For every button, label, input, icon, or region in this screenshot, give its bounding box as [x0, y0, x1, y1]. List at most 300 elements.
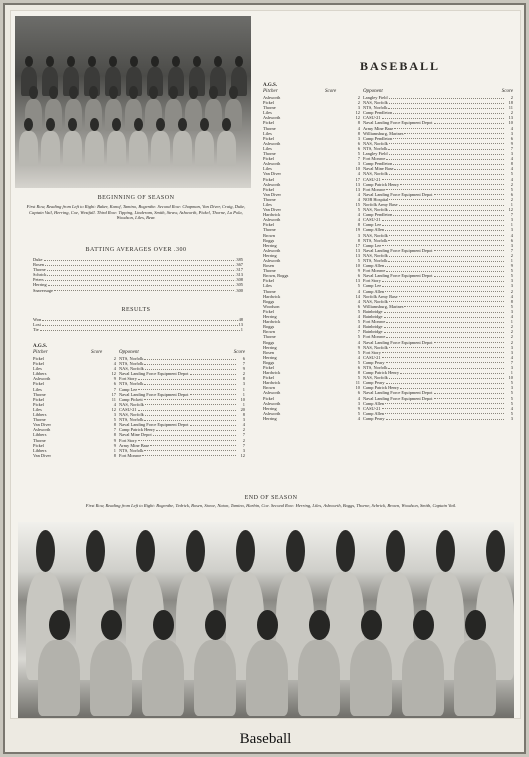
row-label: Snaversage	[33, 287, 53, 293]
opponent-score: 2	[510, 288, 513, 294]
dot-leader	[386, 360, 504, 364]
pitcher-name: Thorne	[263, 125, 276, 131]
opponent-score: 3	[510, 278, 513, 284]
player-head	[229, 86, 238, 99]
ags-score: 13	[355, 247, 360, 253]
dot-leader	[388, 146, 504, 150]
row-label: Peters	[33, 277, 44, 283]
dot-leader	[382, 278, 504, 282]
page-title: BASEBALL	[359, 59, 441, 73]
dot-leader	[44, 257, 235, 261]
player-head	[129, 86, 138, 99]
player-head	[136, 530, 155, 572]
opponent-name: Fort Monroe	[363, 319, 386, 325]
left-games-table	[33, 344, 245, 458]
opponent-name: Naval Landing Force Equipment Depot	[363, 395, 433, 401]
pitcher-name: Liles	[263, 145, 272, 151]
left-games-rows	[33, 356, 245, 458]
player-head	[130, 56, 138, 67]
pitcher-name: Boggs	[263, 339, 275, 345]
right-col-score2: Score	[501, 89, 513, 94]
opponent-name: Camp Peary	[363, 415, 385, 421]
dot-leader	[156, 427, 236, 431]
dot-leader	[382, 177, 504, 181]
dot-leader	[434, 390, 505, 394]
ags-score: 2	[113, 356, 116, 361]
opponent-name: Naval Landing Force Equipment Depot	[363, 339, 433, 345]
right-col-score: Score	[325, 89, 337, 94]
opponent-name: Fort Monroe	[363, 268, 386, 274]
player-head	[149, 86, 158, 99]
ags-score: 3	[113, 412, 116, 418]
pitcher-name: Liles	[263, 110, 272, 116]
opponent-score: 4	[510, 293, 513, 299]
opponent-name: Naval Landing Force Equipment Depot	[363, 120, 433, 126]
dot-leader	[142, 453, 236, 457]
pitcher-name: Thorne	[263, 334, 276, 340]
row-label: Duke	[33, 257, 43, 262]
opponent-name: Fort Story	[119, 376, 137, 382]
pitcher-name: Bosen	[263, 349, 274, 355]
pitcher-name: Ashworth	[263, 140, 281, 146]
row-value: 13	[238, 322, 243, 328]
opponent-name: NTS, Norfolk	[363, 258, 388, 263]
ags-score: 3	[357, 232, 360, 238]
dot-leader	[382, 350, 504, 354]
opponent-name: NTS, Norfolk	[119, 447, 144, 453]
pitcher-name: Ashworth	[263, 115, 281, 121]
player-head	[151, 56, 159, 67]
opponent-score: 5	[510, 390, 513, 396]
opponent-score: 5	[510, 395, 513, 401]
dot-leader	[388, 238, 504, 242]
player-figure	[217, 131, 236, 166]
opponent-score: 8	[510, 161, 513, 167]
opponent-name: Williamsburg, Marines	[363, 130, 404, 136]
player-figure	[454, 640, 496, 716]
opponent-score: 2	[510, 110, 513, 116]
dot-leader	[190, 392, 237, 396]
opponent-score: 2	[510, 329, 513, 335]
player-head	[235, 56, 243, 67]
opponent-score: 3	[510, 308, 513, 314]
dot-leader	[47, 272, 234, 276]
row-label: Herring	[33, 282, 47, 288]
opponent-score: 2	[242, 371, 245, 377]
ags-score: 5	[357, 258, 360, 263]
pitcher-name: Liles	[33, 406, 42, 412]
opponent-score: 11	[508, 105, 513, 111]
dot-leader	[384, 314, 504, 318]
player-figure	[402, 640, 444, 716]
opponent-name: Camp Pendleton	[363, 212, 393, 218]
player-head	[49, 610, 70, 640]
opponent-score: 3	[510, 227, 513, 233]
dot-leader	[382, 217, 504, 221]
dot-leader	[389, 375, 504, 379]
ags-score: 8	[357, 130, 360, 136]
opponent-name: NAS, Norfolk	[363, 375, 388, 381]
opponent-name: Fort Story	[119, 437, 137, 443]
row-value: 48	[238, 317, 243, 322]
pitcher-name: Bosen	[263, 263, 274, 269]
player-head	[205, 610, 226, 640]
ags-score: 6	[357, 364, 360, 370]
row-value: .300	[235, 287, 243, 293]
opponent-score: 5	[510, 410, 513, 416]
opponent-score: 10	[508, 375, 513, 381]
opponent-score: 7	[242, 442, 245, 448]
ags-score: 11	[111, 396, 116, 402]
pitcher-name: Brown, Boggs	[263, 273, 289, 279]
opponent-name: Bainbridge	[363, 308, 383, 314]
opponent-name: NAS, Norfolk	[119, 366, 144, 372]
pitcher-name: Libbers	[33, 412, 47, 418]
opponent-name: Camp Allen	[363, 410, 385, 416]
left-col-score: Score	[91, 350, 103, 355]
player-head	[156, 118, 166, 131]
player-figure	[129, 131, 148, 166]
opponent-name: Bainbridge	[363, 324, 383, 330]
opponent-name: Camp Allen	[363, 263, 385, 269]
opponent-name: Langley Field	[363, 95, 388, 100]
pitcher-name: Brown	[263, 385, 275, 391]
opponent-score: 18	[508, 100, 513, 106]
opponent-name: Camp Allen	[363, 227, 385, 233]
dot-leader	[393, 161, 504, 165]
ags-score: 5	[357, 308, 360, 314]
ags-score: 1	[113, 447, 116, 453]
ags-score: 4	[357, 196, 360, 202]
opponent-score: 5	[510, 268, 513, 274]
opponent-name: Norfolk Army Base	[363, 201, 398, 207]
batting-table	[33, 257, 243, 293]
player-head	[386, 530, 405, 572]
pitcher-name: Thorne	[263, 196, 276, 202]
ags-score: 10	[355, 263, 360, 269]
pitcher-name: Thorne	[263, 227, 276, 233]
dot-leader	[145, 412, 236, 416]
ags-score: 4	[357, 212, 360, 218]
pitcher-name: Ashworth	[33, 376, 51, 382]
list-row	[33, 327, 243, 332]
ags-score: 3	[357, 105, 360, 111]
pitcher-name: Pickel	[263, 375, 274, 381]
ags-score: 5	[357, 359, 360, 365]
dot-leader	[389, 345, 504, 349]
results-table	[33, 317, 243, 332]
dot-leader	[386, 416, 504, 420]
opponent-name: NTS, Norfolk	[119, 356, 144, 361]
ags-score: 8	[357, 222, 360, 228]
pitcher-name: Pickel	[263, 308, 274, 314]
opponent-name: NTS, Norfolk	[363, 105, 388, 111]
dot-leader	[42, 317, 237, 321]
opponent-score: 2	[510, 95, 513, 100]
ags-score: 4	[357, 395, 360, 401]
player-head	[134, 118, 144, 131]
pitcher-name: Herring	[263, 252, 277, 258]
dot-leader	[386, 319, 504, 323]
dot-leader	[138, 407, 236, 411]
opponent-name: NAS, Norfolk	[119, 401, 144, 407]
opponent-score: 3	[510, 242, 513, 248]
pitcher-name: Pickel	[263, 120, 274, 126]
opponent-name: CASU-21	[363, 115, 381, 121]
opponent-name: Army Mine Base	[119, 442, 150, 448]
pitcher-name: Thorne	[263, 151, 276, 157]
opponent-name: NTS, Norfolk	[119, 361, 144, 367]
player-figure	[350, 640, 392, 716]
dot-leader	[144, 448, 236, 452]
opponent-score: 5	[510, 171, 513, 177]
row-value: .308	[235, 277, 243, 283]
ags-score: 4	[357, 415, 360, 421]
ags-score: 4	[357, 354, 360, 360]
ags-score: 9	[113, 437, 116, 443]
opponent-name: Naval Mine Base	[363, 166, 394, 172]
opponent-score: 3	[510, 130, 513, 136]
opponent-score: 1	[510, 222, 513, 228]
player-figure	[151, 131, 170, 166]
dot-leader	[434, 120, 505, 124]
ags-score: 9	[113, 442, 116, 448]
opponent-score: 3	[510, 217, 513, 223]
dot-leader	[393, 110, 504, 114]
opponent-score: 5	[510, 273, 513, 279]
opponent-name: Army Mine Base	[363, 125, 394, 131]
dot-leader	[393, 212, 504, 216]
player-figure	[41, 131, 60, 166]
ags-score: 12	[355, 110, 360, 116]
opponent-name: Naval Landing Force Equipment Depot	[363, 191, 433, 197]
player-head	[25, 56, 33, 67]
dot-leader	[145, 402, 236, 406]
dot-leader	[389, 299, 504, 303]
dot-leader	[145, 366, 236, 370]
opponent-score: 3	[510, 385, 513, 391]
ags-score: 9	[357, 344, 360, 350]
opponent-score: 1	[242, 391, 245, 397]
opponent-score: 20	[240, 406, 245, 412]
opponent-name: Fort Story	[363, 349, 381, 355]
opponent-name: Fort Monroe	[119, 452, 142, 458]
opponent-score: 1	[510, 319, 513, 325]
pitcher-name: Ashworth	[263, 181, 281, 187]
dot-leader	[138, 387, 236, 391]
pitcher-name: Pickel	[263, 222, 274, 228]
pitcher-name: Ashworth	[263, 95, 281, 100]
ags-score: 5	[357, 375, 360, 381]
pitcher-name: Pickel	[263, 278, 274, 284]
opponent-score: 6	[510, 135, 513, 141]
opponent-score: 7	[242, 432, 245, 438]
player-head	[109, 86, 118, 99]
opponent-score: 3	[510, 415, 513, 421]
opponent-name: Camp Pendleton	[363, 110, 393, 116]
opponent-score: 6	[510, 237, 513, 243]
dot-leader	[386, 334, 504, 338]
opponent-score: 6	[242, 356, 245, 361]
opponent-score: 9	[510, 263, 513, 269]
player-head	[413, 610, 434, 640]
opponent-name: Naval Landing Force Equipment Depot	[363, 273, 433, 279]
ags-score: 6	[357, 140, 360, 146]
opponent-name: Camp Pickett	[119, 396, 143, 402]
pitcher-name: Herring	[263, 344, 277, 350]
opponent-score: 4	[510, 156, 513, 162]
opponent-score: 10	[508, 120, 513, 126]
dot-leader	[42, 322, 238, 326]
ags-score: 15	[355, 201, 360, 207]
player-head	[209, 86, 218, 99]
pitcher-name: Herring	[263, 354, 277, 360]
ags-score: 2	[357, 95, 360, 100]
ags-score: 5	[113, 417, 116, 423]
player-figure	[63, 131, 82, 166]
dot-leader	[386, 187, 504, 191]
opponent-name: NTS, Norfolk	[119, 417, 144, 423]
footer-title: Baseball	[239, 730, 292, 747]
pitcher-name: Pickel	[33, 401, 44, 407]
pitcher-name: Boggs	[263, 237, 275, 243]
opponent-score: 7	[510, 212, 513, 218]
dot-leader	[385, 411, 504, 415]
left-col-ags: A.G.S.	[33, 344, 48, 349]
pitcher-name: Thorne	[33, 417, 46, 423]
opponent-score: 4	[510, 176, 513, 182]
opponent-name: Camp Pendleton	[363, 161, 393, 167]
player-head	[336, 530, 355, 572]
ags-score: 5	[357, 410, 360, 416]
opponent-score: 2	[510, 324, 513, 330]
pitcher-name: Thorne	[33, 437, 46, 443]
opponent-score: 8	[242, 376, 245, 382]
dot-leader	[385, 401, 504, 405]
row-value: .317	[235, 267, 243, 273]
ags-score: 8	[113, 452, 116, 458]
pitcher-name: Van Diver	[263, 191, 281, 197]
player-figure	[107, 131, 126, 166]
opponent-name: CASU-21	[363, 405, 381, 411]
list-row	[33, 288, 243, 293]
dot-leader	[384, 329, 504, 333]
dot-leader	[384, 324, 504, 328]
opponent-score: 7	[510, 145, 513, 151]
left-col-opponent: Opponent	[119, 350, 139, 355]
opponent-name: NOB Hospital	[363, 196, 389, 202]
opponent-name: Camp Lee	[363, 222, 382, 228]
opponent-score: 10	[240, 396, 245, 402]
player-head	[109, 56, 117, 67]
opponent-score: 12	[508, 207, 513, 213]
pitcher-name: Herring	[263, 415, 277, 421]
dot-leader	[389, 95, 504, 99]
dot-leader	[389, 100, 504, 104]
player-figure	[38, 640, 80, 716]
opponent-name: CASU-21	[363, 217, 381, 223]
opponent-name: Fort Monroe	[363, 186, 386, 192]
dot-leader	[389, 253, 504, 257]
opponent-name: NAS, Norfolk	[363, 344, 388, 350]
end-heading: END OF SEASON	[244, 495, 298, 501]
opponent-name: Camp Patrick Henry	[363, 370, 400, 376]
player-figure	[195, 131, 214, 166]
pitcher-name: Ashworth	[263, 400, 281, 406]
opponent-score: 9	[242, 366, 245, 372]
opponent-name: Langley Field	[363, 151, 388, 157]
pitcher-name: Hardwick	[263, 293, 281, 299]
opponent-name: NAS, Norfolk	[363, 232, 388, 238]
opponent-score: 7	[510, 247, 513, 253]
opponent-name: Camp Peary	[363, 380, 385, 386]
player-head	[309, 610, 330, 640]
right-games-table	[263, 83, 513, 421]
dot-leader	[48, 282, 235, 286]
opponent-score: 13	[508, 115, 513, 121]
opponent-name: Fort Story	[363, 278, 381, 284]
row-label: Thorne	[33, 267, 46, 273]
dot-leader	[434, 340, 505, 344]
player-figure	[142, 640, 184, 716]
ags-score: 13	[355, 252, 360, 258]
dot-leader	[382, 243, 504, 247]
row-value: .367	[235, 262, 243, 268]
ags-score: 3	[357, 161, 360, 167]
beginning-heading: BEGINNING OF SEASON	[97, 195, 175, 201]
opponent-score: 4	[510, 405, 513, 411]
dot-leader	[400, 385, 504, 389]
right-col-opponent: Opponent	[363, 89, 383, 94]
opponent-score: 3	[510, 283, 513, 289]
opponent-name: NAS, Norfolk	[363, 298, 388, 304]
dot-leader	[382, 406, 504, 410]
ags-score: 13	[355, 181, 360, 187]
player-head	[86, 530, 105, 572]
opponent-score: 2	[510, 252, 513, 258]
opponent-name: NTS, Norfolk	[119, 381, 144, 387]
pitcher-name: Ashworth	[263, 161, 281, 167]
row-value: .305	[235, 282, 243, 288]
dot-leader	[389, 141, 504, 145]
pitcher-name: Woodson	[263, 303, 280, 309]
player-figure	[19, 131, 38, 166]
opponent-score: 4	[510, 166, 513, 172]
opponent-name: Norfolk Army Base	[363, 293, 398, 299]
ags-score: 7	[357, 156, 360, 162]
pitcher-name: Pickel	[33, 361, 44, 367]
row-label: Lost	[33, 322, 41, 328]
ags-score: 4	[357, 171, 360, 177]
opponent-score: 1	[510, 201, 513, 207]
player-head	[214, 56, 222, 67]
ags-score: 4	[357, 217, 360, 223]
pitcher-name: Pickel	[33, 356, 44, 361]
ags-score: 6	[357, 145, 360, 151]
opponent-name: CASU-21	[119, 406, 137, 412]
pitcher-name: Ashworth	[263, 390, 281, 396]
opponent-name: Naval Landing Force Equipment Depot	[119, 371, 189, 377]
player-head	[189, 86, 198, 99]
opponent-name: NTS, Norfolk	[363, 364, 388, 370]
dot-leader	[45, 262, 234, 266]
opponent-score: 3	[510, 151, 513, 157]
dot-leader	[382, 283, 504, 287]
pitcher-name: Ashworth	[263, 410, 281, 416]
pitcher-name: Ashworth	[33, 427, 51, 433]
ags-score: 13	[355, 186, 360, 192]
opponent-score: 5	[510, 400, 513, 406]
